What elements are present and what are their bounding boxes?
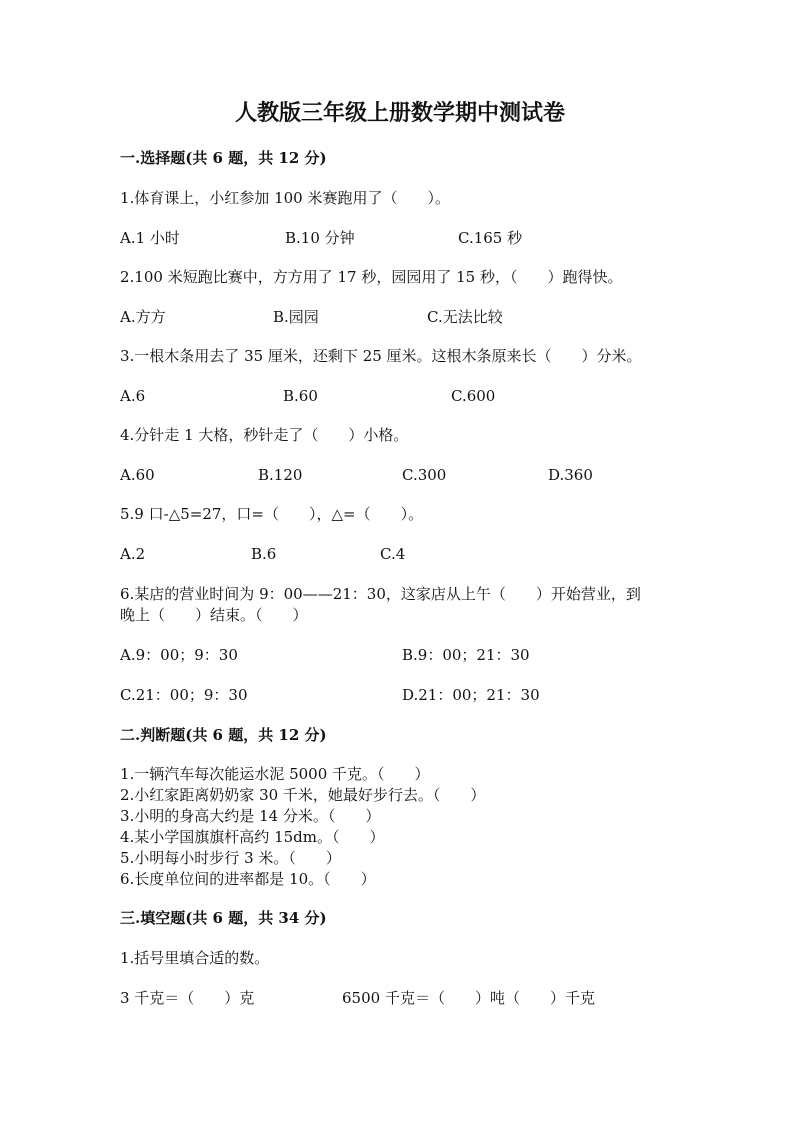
option-3b: B.60 [283, 387, 318, 405]
question-6-line2: 晚上（ ）结束。（ ） [120, 606, 308, 624]
option-2c: C.无法比较 [427, 308, 503, 326]
option-2a: A.方方 [120, 308, 166, 326]
option-5c: C.4 [380, 545, 406, 563]
option-6a: A.9：00；9：30 [120, 646, 238, 664]
fill-question-1: 1.括号里填合适的数。 [120, 949, 270, 967]
option-4c: C.300 [402, 466, 447, 484]
judgement-item: 4.某小学国旗旗杆高约 15dm。（ ） [120, 828, 385, 846]
question-6-line1: 6.某店的营业时间为 9：00——21：30，这家店从上午（ ）开始营业，到 [120, 585, 641, 603]
option-6d: D.21：00；21：30 [402, 686, 540, 704]
option-4b: B.120 [258, 466, 303, 484]
judgement-item: 6.长度单位间的进率都是 10。（ ） [120, 870, 376, 888]
question-1: 1.体育课上，小红参加 100 米赛跑用了（ ）。 [120, 189, 450, 207]
fill-question-1-right: 6500 千克＝（ ）吨（ ）千克 [342, 989, 595, 1007]
section-heading-fill: 三.填空题(共 6 题，共 34 分) [120, 909, 327, 927]
option-5a: A.2 [120, 545, 146, 563]
option-3c: C.600 [451, 387, 496, 405]
option-1a: A.1 小时 [120, 229, 180, 247]
option-3a: A.6 [120, 387, 146, 405]
judgement-item: 1.一辆汽车每次能运水泥 5000 千克。（ ） [120, 765, 430, 783]
option-1c: C.165 秒 [458, 229, 523, 247]
fill-question-1-left: 3 千克＝（ ）克 [120, 989, 255, 1007]
question-2: 2.100 米短跑比赛中，方方用了 17 秒，园园用了 15 秒，（ ）跑得快。 [120, 268, 623, 286]
page-title: 人教版三年级上册数学期中测试卷 [234, 100, 565, 126]
option-2b: B.园园 [273, 308, 319, 326]
option-6c: C.21：00；9：30 [120, 686, 248, 704]
option-4d: D.360 [548, 466, 593, 484]
judgement-item: 2.小红家距离奶奶家 30 千米，她最好步行去。（ ） [120, 786, 486, 804]
judgement-item: 3.小明的身高大约是 14 分米。（ ） [120, 807, 381, 825]
judgement-item: 5.小明每小时步行 3 米。（ ） [120, 849, 341, 867]
section-heading-choice: 一.选择题(共 6 题，共 12 分) [120, 149, 327, 167]
question-3: 3.一根木条用去了 35 厘米，还剩下 25 厘米。这根木条原来长（ ）分米。 [120, 347, 642, 365]
option-6b: B.9：00；21：30 [402, 646, 530, 664]
question-5: 5.9 口-△5=27，口=（ ），△=（ ）。 [120, 505, 424, 523]
section-heading-judgement: 二.判断题(共 6 题，共 12 分) [120, 726, 327, 744]
question-4: 4.分针走 1 大格，秒针走了（ ）小格。 [120, 426, 409, 444]
option-5b: B.6 [251, 545, 277, 563]
option-1b: B.10 分钟 [285, 229, 355, 247]
option-4a: A.60 [120, 466, 155, 484]
